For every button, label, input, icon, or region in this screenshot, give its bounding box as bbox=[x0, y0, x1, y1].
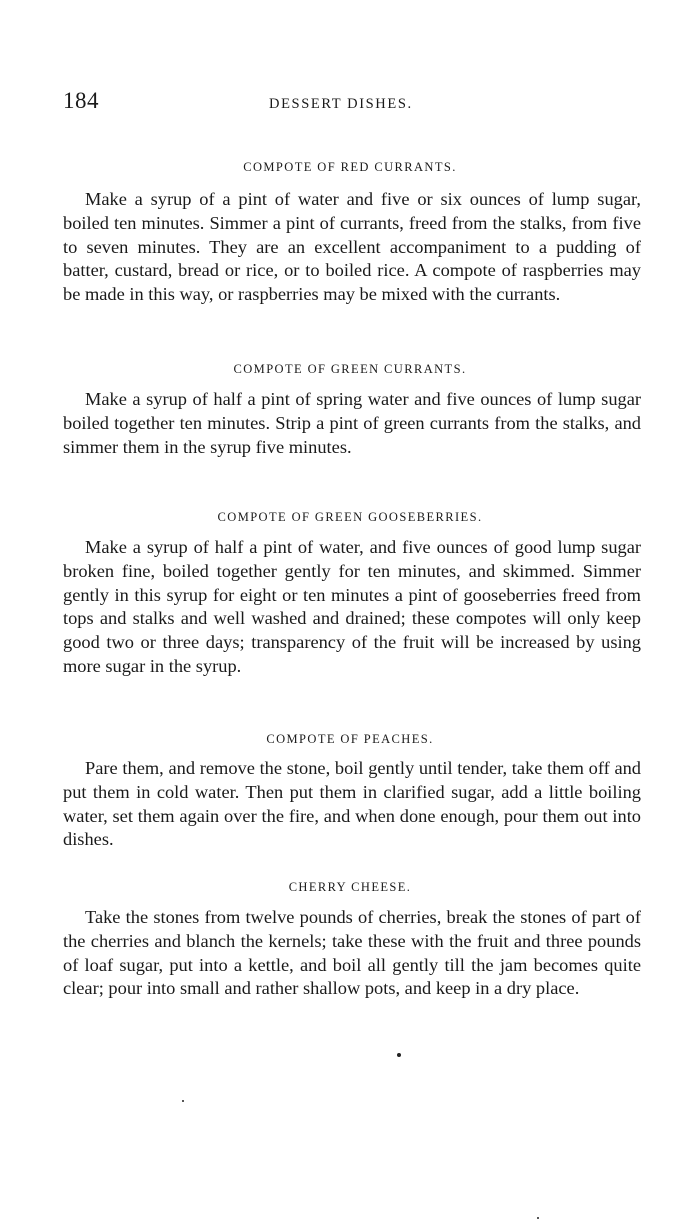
section-heading-peaches: COMPOTE OF PEACHES. bbox=[266, 732, 434, 746]
section-text-red-currants: Make a syrup of a pint of water and five or six ounces of lump sugar, boiled ten minutes. Simmer a pint of currants, freed from the stalks, from five to seven minutes. They are an excellent accompaniment to a pudding of batter, custard, bread or rice, or to boiled rice. A compote of raspberries may be made in this way, or raspberries may be mixed with the currants. bbox=[63, 189, 641, 305]
ink-speck bbox=[537, 1217, 539, 1219]
section-heading-green-currants: COMPOTE OF GREEN CURRANTS. bbox=[233, 362, 467, 376]
section-heading-cherry-cheese: CHERRY CHEESE. bbox=[288, 880, 412, 894]
ink-speck bbox=[397, 1053, 401, 1057]
ink-speck bbox=[182, 1100, 184, 1102]
section-heading-red-currants: COMPOTE OF RED CURRANTS. bbox=[243, 160, 457, 174]
page-number: 184 bbox=[63, 88, 99, 113]
section-text-peaches: Pare them, and remove the stone, boil gently until tender, take them off and put them in cold water. Then put them in clarified sugar, add a little boiling water, set them again over the fire, and when done enough, pour them out into dishes. bbox=[63, 758, 641, 850]
section-text-cherry-cheese: Take the stones from twelve pounds of cherries, break the stones of part of the cherries and blanch the kernels; take these with the fruit and three pounds of loaf sugar, put into a kettle, and boil all gently till the jam becomes quite clear; pour into small and rather shallow pots, and keep in a dry place. bbox=[63, 907, 641, 999]
running-head bbox=[63, 88, 643, 118]
section-text-green-gooseberries: Make a syrup of half a pint of water, and five ounces of good lump sugar broken fine, boiled together gently for ten minutes, and skimmed. Simmer gently in this syrup for eight or ten minutes a pint of gooseberries freed from tops and stalks and well washed and drained; these compotes will only keep good two or three days; transparency of the fruit will be increased by using more sugar in the syrup. bbox=[63, 537, 641, 676]
section-heading-green-gooseberries: COMPOTE OF GREEN GOOSEBERRIES. bbox=[217, 510, 483, 524]
section-text-green-currants: Make a syrup of half a pint of spring water and five ounces of lump sugar boiled together ten minutes. Strip a pint of green currants from the stalks, and simmer them in the syrup five minutes. bbox=[63, 389, 641, 457]
running-title: DESSERT DISHES. bbox=[269, 96, 413, 112]
